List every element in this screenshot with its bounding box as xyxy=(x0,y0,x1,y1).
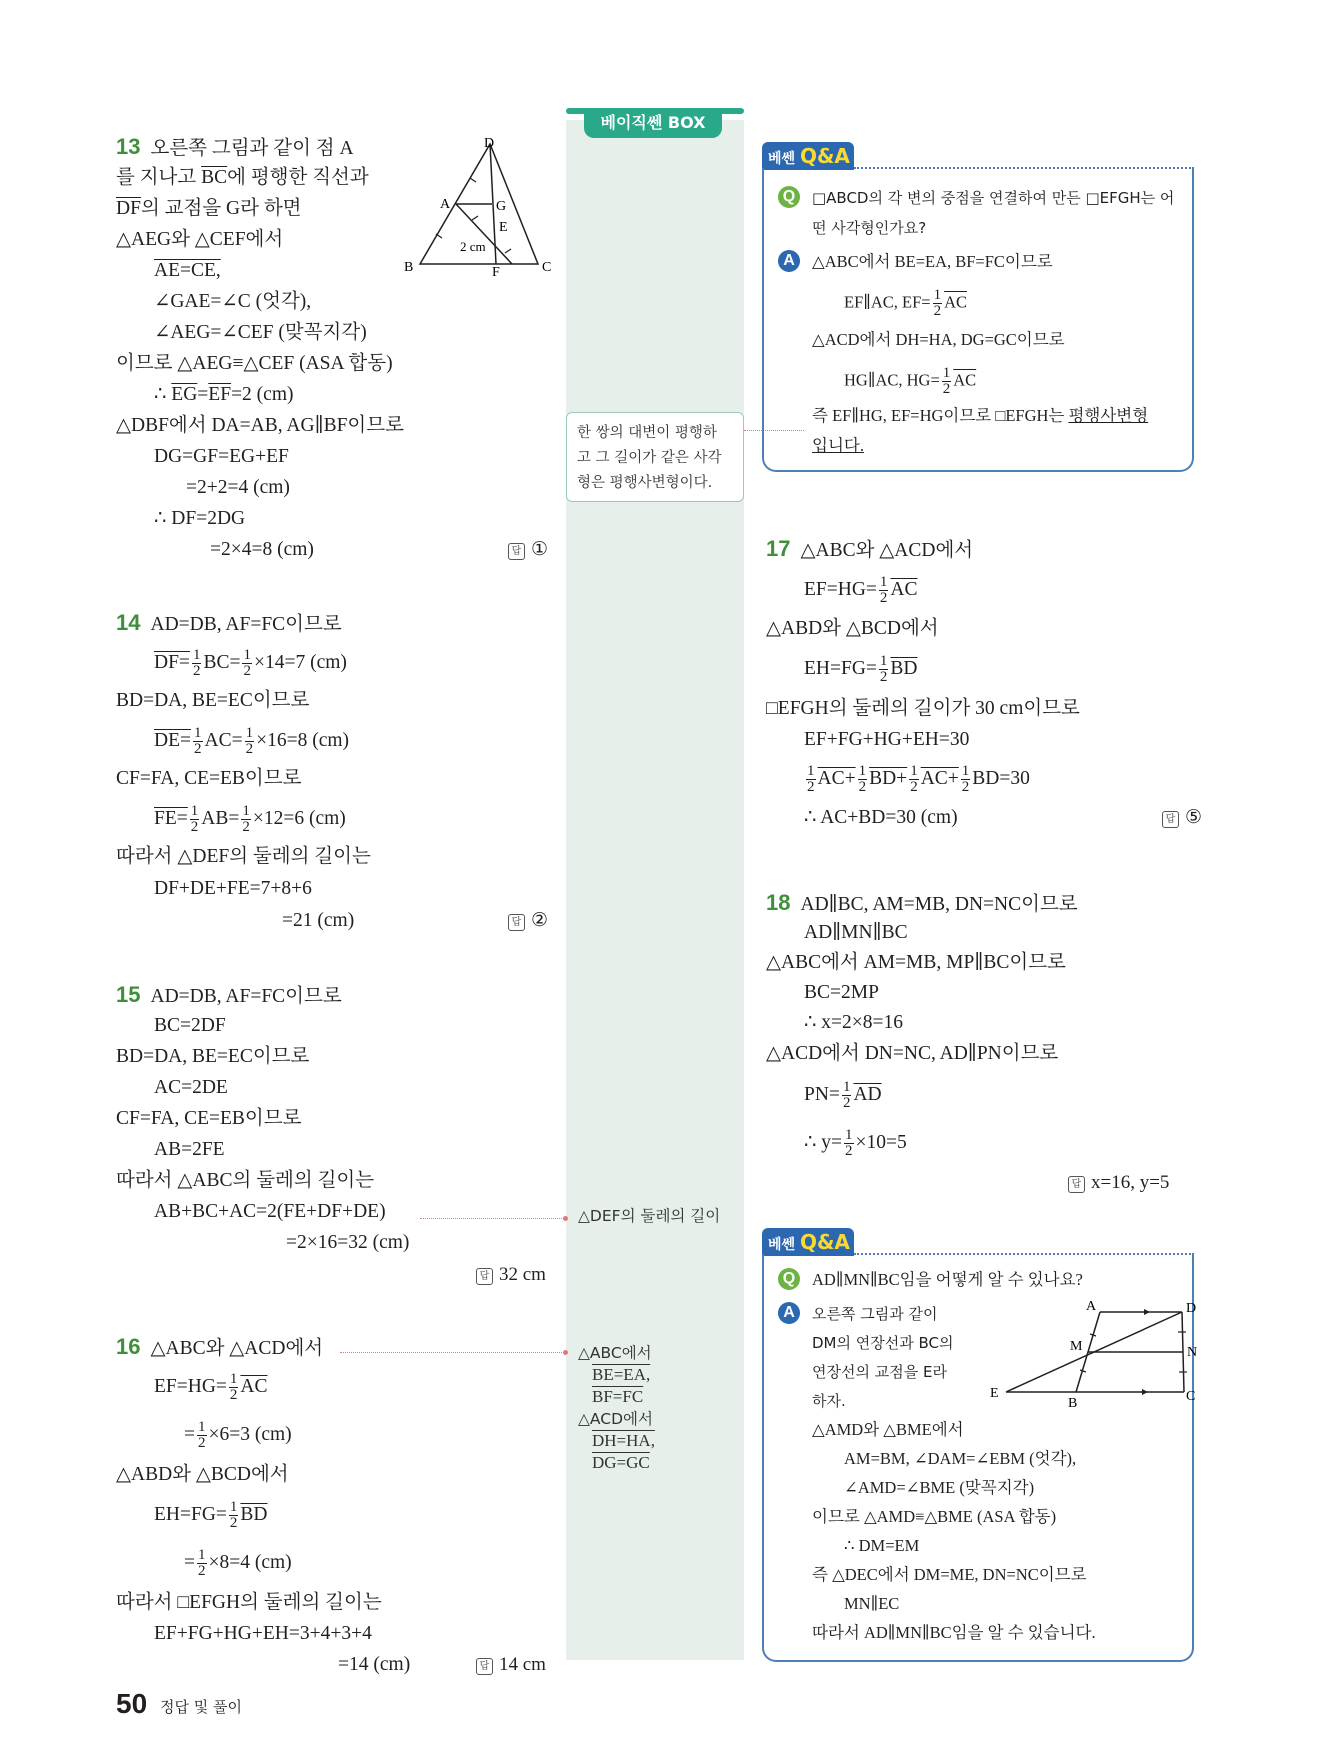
qa-line: 입니다. xyxy=(812,436,864,455)
text: $\overline{BC}$ xyxy=(201,167,228,188)
fig-label: B xyxy=(404,260,414,275)
parallelogram-note xyxy=(566,412,744,502)
note-line: DG=GC xyxy=(592,1453,650,1472)
fraction: $\frac{1}{2}$ xyxy=(243,647,251,679)
p16-line: = $\frac{1}{2}$ ×8=4 (cm) xyxy=(184,1547,292,1579)
answer-mark-icon: 답 xyxy=(1068,1176,1085,1193)
p17-line: □EFGH의 둘레의 길이가 30 cm이므로 xyxy=(766,698,1080,719)
fraction: $\frac{1}{2}$ xyxy=(942,365,951,397)
answer-icon: A xyxy=(778,250,800,272)
answer-value: x=16, y=5 xyxy=(1091,1172,1170,1193)
qa-line: ∠AMD=∠BME (맞꼭지각) xyxy=(844,1478,1035,1497)
qa-badge-text: 베쎈 xyxy=(768,1237,796,1253)
text: HG∥AC, HG= xyxy=(844,370,940,390)
note-line: 형은 평행사변형이다. xyxy=(577,475,713,491)
qa-badge xyxy=(762,142,854,170)
fraction: $\frac{1}{2}$ xyxy=(190,803,199,835)
note-connector xyxy=(420,1218,566,1219)
trapezoid-figure xyxy=(986,1298,1198,1411)
qa-line: AD∥MN∥BC임을 어떻게 알 수 있나요? xyxy=(812,1270,1083,1289)
p15-line: 따라서 △ABC의 둘레의 길이는 xyxy=(116,1170,375,1191)
fig-label: C xyxy=(542,260,552,275)
p15-line: =2×16=32 (cm) xyxy=(286,1232,410,1253)
text: 즉 EF∥HG, EF=HG이므로 □EFGH는 xyxy=(812,406,1069,425)
p14-line: =21 (cm) xyxy=(282,910,355,931)
p16-line: =14 (cm) xyxy=(338,1654,411,1675)
fraction: $\frac{1}{2}$ xyxy=(842,1079,851,1111)
p16-line xyxy=(116,1334,323,1362)
text: EH=FG= xyxy=(154,1503,227,1525)
qa-line: △AMD와 △BME에서 xyxy=(812,1420,964,1439)
fig-label: N xyxy=(1187,1345,1198,1360)
text: $\overline{AC}$ xyxy=(240,1375,268,1397)
answer-value: ② xyxy=(531,910,549,931)
p17-line: ∴ AC+BD=30 (cm) xyxy=(804,807,958,828)
text: DE= xyxy=(154,729,191,751)
p18-line: AD∥MN∥BC xyxy=(804,922,908,943)
fraction: $\frac{1}{2}$ xyxy=(198,1419,206,1451)
fig-label: D xyxy=(1186,1301,1197,1316)
fraction: $\frac{1}{2}$ xyxy=(879,653,888,685)
text: $\overline{EF}$ xyxy=(208,384,232,405)
text: ×8=4 (cm) xyxy=(208,1551,292,1573)
text: △ABC와 △ACD에서 xyxy=(800,540,974,561)
note-line: BE=EA, xyxy=(592,1365,651,1384)
fig-label: A xyxy=(440,197,451,212)
p17-line xyxy=(804,764,1030,795)
text: 를 지나고 xyxy=(116,167,202,188)
text: $\overline{AC}$ xyxy=(890,578,918,600)
qa-badge-mark: Q&A xyxy=(799,144,850,168)
p18-line xyxy=(804,1128,907,1159)
text: 평행사변형 xyxy=(1068,406,1149,425)
text: ∴ xyxy=(154,384,172,405)
fraction: $\frac{1}{2}$ xyxy=(194,725,202,757)
problem-number: 15 xyxy=(116,982,141,1007)
text: ×16=8 (cm) xyxy=(256,729,350,751)
answer-value: ⑤ xyxy=(1185,807,1203,828)
answer-mark-icon: 답 xyxy=(476,1268,493,1285)
p13-line: =2×4=8 (cm) xyxy=(210,539,314,560)
p15-line xyxy=(116,982,342,1010)
fraction: $\frac{1}{2}$ xyxy=(229,1499,238,1531)
p13-line xyxy=(154,382,294,408)
qa-line: ∴ DM=EM xyxy=(844,1536,920,1555)
note-line: DH=HA, xyxy=(592,1431,655,1450)
qa-line xyxy=(844,288,967,319)
fig-label: E xyxy=(990,1386,999,1401)
fig-label: B xyxy=(1068,1396,1078,1411)
p13-answer xyxy=(508,537,548,563)
qa-line: AM=BM, ∠DAM=∠EBM (엇각), xyxy=(844,1449,1077,1468)
p13-line: AE=CE, xyxy=(154,260,221,281)
p15-line: AC=2DE xyxy=(154,1077,228,1098)
fraction: $\frac{1}{2}$ xyxy=(845,1127,853,1159)
fig-label: M xyxy=(1070,1339,1083,1354)
text: $\overline{AD}$ xyxy=(853,1083,882,1105)
p15-line: AB+BC+AC=2(FE+DF+DE) xyxy=(154,1201,386,1222)
p16-line: = $\frac{1}{2}$ ×6=3 (cm) xyxy=(184,1419,292,1451)
text: DF= xyxy=(154,651,190,673)
p15-line: CF=FA, CE=EB이므로 xyxy=(116,1108,302,1129)
box-title: 베이직쎈 BOX xyxy=(584,108,722,138)
basic-box-header xyxy=(566,108,744,138)
p18-line xyxy=(766,890,1078,918)
p17-line: EF+FG+HG+EH=30 xyxy=(804,729,970,750)
p15-line: AB=2FE xyxy=(154,1139,225,1160)
qa-line: MN∥EC xyxy=(844,1594,900,1613)
p18-answer xyxy=(1068,1170,1169,1196)
fraction: $\frac{1}{2}$ xyxy=(807,763,815,795)
text: 오른쪽 그림과 같이 점 A xyxy=(150,138,354,159)
qa-line xyxy=(844,366,976,397)
p13-line: △AEG와 △CEF에서 xyxy=(116,229,284,250)
p14-line: DF+DE+FE=7+8+6 xyxy=(154,878,312,899)
midpoint-note xyxy=(578,1342,655,1474)
text: ×10=5 xyxy=(855,1131,907,1153)
qa-line: △ABC에서 BE=EA, BF=FC이므로 xyxy=(812,252,1053,271)
qa-line xyxy=(812,404,1148,428)
qa-line: 하자. xyxy=(812,1392,846,1410)
p14-line: BD=DA, BE=EC이므로 xyxy=(116,690,310,711)
answer-mark-icon: 답 xyxy=(476,1658,493,1675)
p14-answer xyxy=(508,908,548,934)
text: BC= xyxy=(203,651,241,673)
text: $\overline{BD}$ xyxy=(890,657,918,679)
p15-answer xyxy=(476,1262,546,1288)
text: ×12=6 (cm) xyxy=(252,807,346,829)
text: EF=HG= xyxy=(804,578,877,600)
p14-line xyxy=(154,648,347,679)
fig-label: F xyxy=(492,265,500,280)
p18-line: BC=2MP xyxy=(804,982,879,1003)
p13-line: ∠AEG=∠CEF (맞꼭지각) xyxy=(154,322,367,343)
text: ×6=3 (cm) xyxy=(208,1423,292,1445)
problem-number: 13 xyxy=(116,134,141,159)
text: EF∥AC, EF= xyxy=(844,292,931,312)
answer-mark-icon: 답 xyxy=(508,543,525,560)
p14-line: 따라서 △DEF의 둘레의 길이는 xyxy=(116,846,371,867)
answer-icon: A xyxy=(778,1302,800,1324)
fraction: $\frac{1}{2}$ xyxy=(961,763,970,795)
p16-line: 따라서 □EFGH의 둘레의 길이는 xyxy=(116,1592,382,1613)
def-perimeter-note: △DEF의 둘레의 길이 xyxy=(578,1207,721,1225)
fraction: $\frac{1}{2}$ xyxy=(879,574,888,606)
fig-length: 2 cm xyxy=(460,239,486,254)
fig-label: D xyxy=(484,136,495,151)
text: ×14=7 (cm) xyxy=(253,651,347,673)
p13-line: ∠GAE=∠C (엇각), xyxy=(154,291,312,312)
question-icon: Q xyxy=(778,1268,800,1290)
p13-line xyxy=(116,134,354,162)
text: BD+ xyxy=(869,767,908,789)
text: $\overline{AC}$ xyxy=(953,370,977,390)
note-dot xyxy=(563,1350,568,1355)
fraction: $\frac{1}{2}$ xyxy=(229,1371,238,1403)
qa-line: 이므로 △AMD≡△BME (ASA 합동) xyxy=(812,1507,1057,1526)
text: AD=DB, AF=FC이므로 xyxy=(150,614,342,635)
p17-answer xyxy=(1162,805,1202,831)
p16-line: EF+FG+HG+EH=3+4+3+4 xyxy=(154,1623,372,1644)
fig-label: G xyxy=(496,199,507,214)
p14-line xyxy=(154,804,346,835)
problem-number: 14 xyxy=(116,610,141,635)
p17-line xyxy=(804,654,918,685)
p13-line: ∴ DF=2DG xyxy=(154,508,246,529)
text: AC+ xyxy=(817,767,856,789)
p13-line: △DBF에서 DA=AB, AG∥BF이므로 xyxy=(116,415,404,436)
text: AD∥BC, AM=MB, DN=NC이므로 xyxy=(800,894,1078,915)
p13-line: 이므로 △AEG≡△CEF (ASA 합동) xyxy=(116,353,393,374)
qa-badge-text: 베쎈 xyxy=(768,151,796,167)
question-icon: Q xyxy=(778,186,800,208)
text: EF=HG= xyxy=(154,1375,227,1397)
text: $\overline{DF}$ xyxy=(116,198,141,219)
p16-line: △ABD와 △BCD에서 xyxy=(116,1464,289,1485)
p18-line xyxy=(804,1080,882,1111)
fraction: $\frac{1}{2}$ xyxy=(858,763,867,795)
fraction: $\frac{1}{2}$ xyxy=(198,1547,206,1579)
p15-line: BD=DA, BE=EC이므로 xyxy=(116,1046,310,1067)
text: FE= xyxy=(154,807,188,829)
text: =2 (cm) xyxy=(231,384,294,405)
note-line: 한 쌍의 대변이 평행하 xyxy=(577,425,717,441)
answer-value: ① xyxy=(531,539,549,560)
fraction: $\frac{1}{2}$ xyxy=(910,763,918,795)
fraction: $\frac{1}{2}$ xyxy=(192,647,201,679)
p18-line: ∴ x=2×8=16 xyxy=(804,1012,904,1033)
note-line: 고 그 길이가 같은 사각 xyxy=(577,450,722,466)
qa-line: 즉 △DEC에서 DM=ME, DN=NC이므로 xyxy=(812,1565,1087,1584)
text: $\overline{AC}$ xyxy=(944,292,968,312)
p14-line xyxy=(154,726,349,757)
text: = xyxy=(197,384,209,405)
text: $\overline{EG}$ xyxy=(171,384,198,405)
p14-line xyxy=(116,610,342,638)
p17-line: △ABD와 △BCD에서 xyxy=(766,618,939,639)
fig-label: A xyxy=(1086,1299,1097,1314)
p13-line: =2+2=4 (cm) xyxy=(186,477,290,498)
problem-number: 17 xyxy=(766,536,791,561)
text: AC= xyxy=(204,729,243,751)
text: $\overline{BD}$ xyxy=(240,1503,268,1525)
qa-line: DM의 연장선과 BC의 xyxy=(812,1334,954,1352)
text: BD=30 xyxy=(972,767,1030,789)
text: AC+ xyxy=(920,767,959,789)
answer-mark-icon: 답 xyxy=(508,914,525,931)
text: 의 교점을 G라 하면 xyxy=(140,198,302,219)
p16-answer xyxy=(476,1652,546,1678)
fig-label: E xyxy=(499,220,508,235)
note-line: BF=FC xyxy=(592,1387,644,1406)
text: △ABC와 △ACD에서 xyxy=(150,1338,324,1359)
p16-line xyxy=(154,1372,268,1403)
page-number: 50 xyxy=(116,1688,148,1719)
p16-line xyxy=(154,1500,268,1531)
note-line: △ABC에서 xyxy=(578,1344,652,1362)
qa-line: 따라서 AD∥MN∥BC임을 알 수 있습니다. xyxy=(812,1623,1096,1642)
p18-line: △ABC에서 AM=MB, MP∥BC이므로 xyxy=(766,952,1066,973)
p13-line: DG=GF=EG+EF xyxy=(154,446,289,467)
fraction: $\frac{1}{2}$ xyxy=(245,725,254,757)
qa-line: □ABCD의 각 변의 중점을 연결하여 만든 □EFGH는 어 xyxy=(812,189,1175,207)
p17-line xyxy=(804,575,918,606)
p14-line: CF=FA, CE=EB이므로 xyxy=(116,768,302,789)
note-dot xyxy=(563,1216,568,1221)
text: 에 평행한 직선과 xyxy=(227,167,369,188)
text: ∴ y= xyxy=(804,1131,843,1153)
qa-badge xyxy=(762,1228,854,1256)
p13-line xyxy=(116,196,302,222)
text: PN= xyxy=(804,1083,840,1105)
note-connector xyxy=(340,1352,566,1353)
text: AD=DB, AF=FC이므로 xyxy=(150,986,342,1007)
p13-line xyxy=(116,165,369,191)
note-line: △ACD에서 xyxy=(578,1410,653,1428)
text: AB= xyxy=(201,807,240,829)
triangle-figure-13 xyxy=(400,138,560,278)
p18-line: △ACD에서 DN=NC, AD∥PN이므로 xyxy=(766,1043,1059,1064)
text: EH=FG= xyxy=(804,657,877,679)
qa-line: 연장선의 교점을 E라 xyxy=(812,1363,947,1381)
answer-value: 32 cm xyxy=(499,1264,546,1285)
answer-value: 14 cm xyxy=(499,1654,546,1675)
qa-line: △ACD에서 DH=HA, DG=GC이므로 xyxy=(812,330,1065,349)
qa-line: 오른쪽 그림과 같이 xyxy=(812,1305,938,1323)
problem-number: 18 xyxy=(766,890,791,915)
fig-label: C xyxy=(1186,1389,1196,1404)
qa-line: 떤 사각형인가요? xyxy=(812,219,927,237)
fraction: $\frac{1}{2}$ xyxy=(933,287,942,319)
p17-line xyxy=(766,536,973,564)
page-label: 정답 및 풀이 xyxy=(160,1698,242,1716)
fraction: $\frac{1}{2}$ xyxy=(242,803,250,835)
p15-line: BC=2DF xyxy=(154,1015,226,1036)
problem-number: 16 xyxy=(116,1334,141,1359)
answer-mark-icon: 답 xyxy=(1162,811,1179,828)
qa-badge-mark: Q&A xyxy=(799,1230,850,1254)
